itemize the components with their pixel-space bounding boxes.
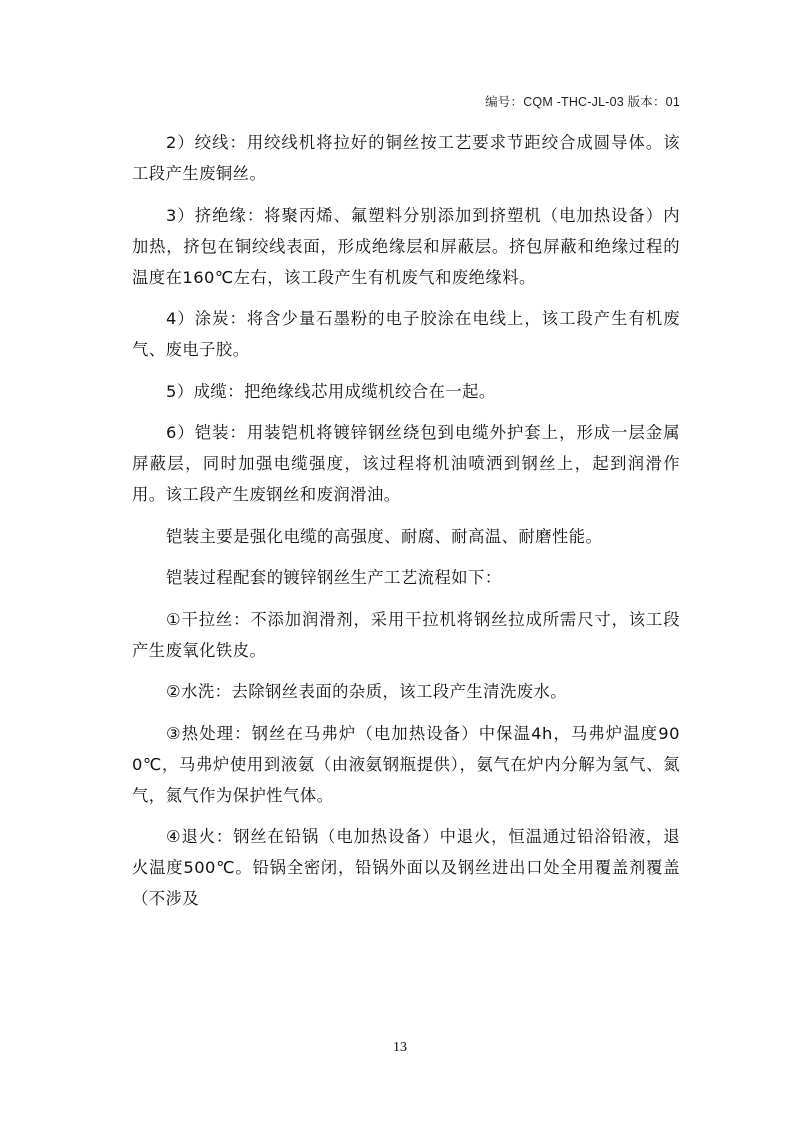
paragraph-carbon-coating: 4）涂炭：将含少量石墨粉的电子胶涂在电线上，该工段产生有机废气、废电子胶。 — [132, 309, 680, 359]
paragraph-armoring: 6）铠装：用装铠机将镀锌钢丝绕包到电缆外护套上，形成一层金属屏蔽层，同时加强电缆强度，该过程将机油喷洒到钢丝上，起到润滑作用。该工段产生废钢丝和废润滑油。 — [132, 423, 680, 504]
body-text — [132, 127, 680, 925]
paragraph-extrusion-insulation: 3）挤绝缘：将聚丙烯、氟塑料分别添加到挤塑机（电加热设备）内加热，挤包在铜绞线表面，形成绝缘层和屏蔽层。挤包屏蔽和绝缘过程的温度在160℃左右，该工段产生有机废气和废绝缘料。 — [132, 205, 680, 287]
page-number: 13 — [393, 1040, 407, 1055]
paragraph-annealing: ④退火：钢丝在铅锅（电加热设备）中退火，恒温通过铅浴铅液，退火温度500℃。铅锅全密闭，铅锅外面以及钢丝进出口处全用覆盖剂覆盖（不涉及 — [132, 827, 680, 908]
paragraph-stranding: 2）绞线：用绞线机将拉好的铜丝按工艺要求节距绞合成圆导体。该工段产生废铜丝。 — [132, 133, 680, 183]
paragraph-galvanized-wire-intro: 铠装过程配套的镀锌钢丝生产工艺流程如下： — [166, 568, 502, 587]
paragraph-heat-treatment: ③热处理：钢丝在马弗炉（电加热设备）中保温4h，马弗炉温度900℃，马弗炉使用到液氨（由液氨钢瓶提供），氨气在炉内分解为氢气、氮气，氮气作为保护性气体。 — [132, 723, 680, 805]
paragraph-water-wash: ②水洗：去除钢丝表面的杂质，该工段产生清洗废水。 — [166, 682, 568, 701]
paragraph-dry-drawing: ①干拉丝：不添加润滑剂，采用干拉机将钢丝拉成所需尺寸，该工段产生废氧化铁皮。 — [132, 609, 680, 660]
paragraph-armor-purpose: 铠装主要是强化电缆的高强度、耐腐、耐高温、耐磨性能。 — [166, 526, 603, 546]
paragraph-cabling: 5）成缆：把绝缘线芯用成缆机绞合在一起。 — [166, 381, 496, 401]
document-code-header: 编号：CQM -THC-JL-03 版本：01 — [485, 95, 680, 109]
